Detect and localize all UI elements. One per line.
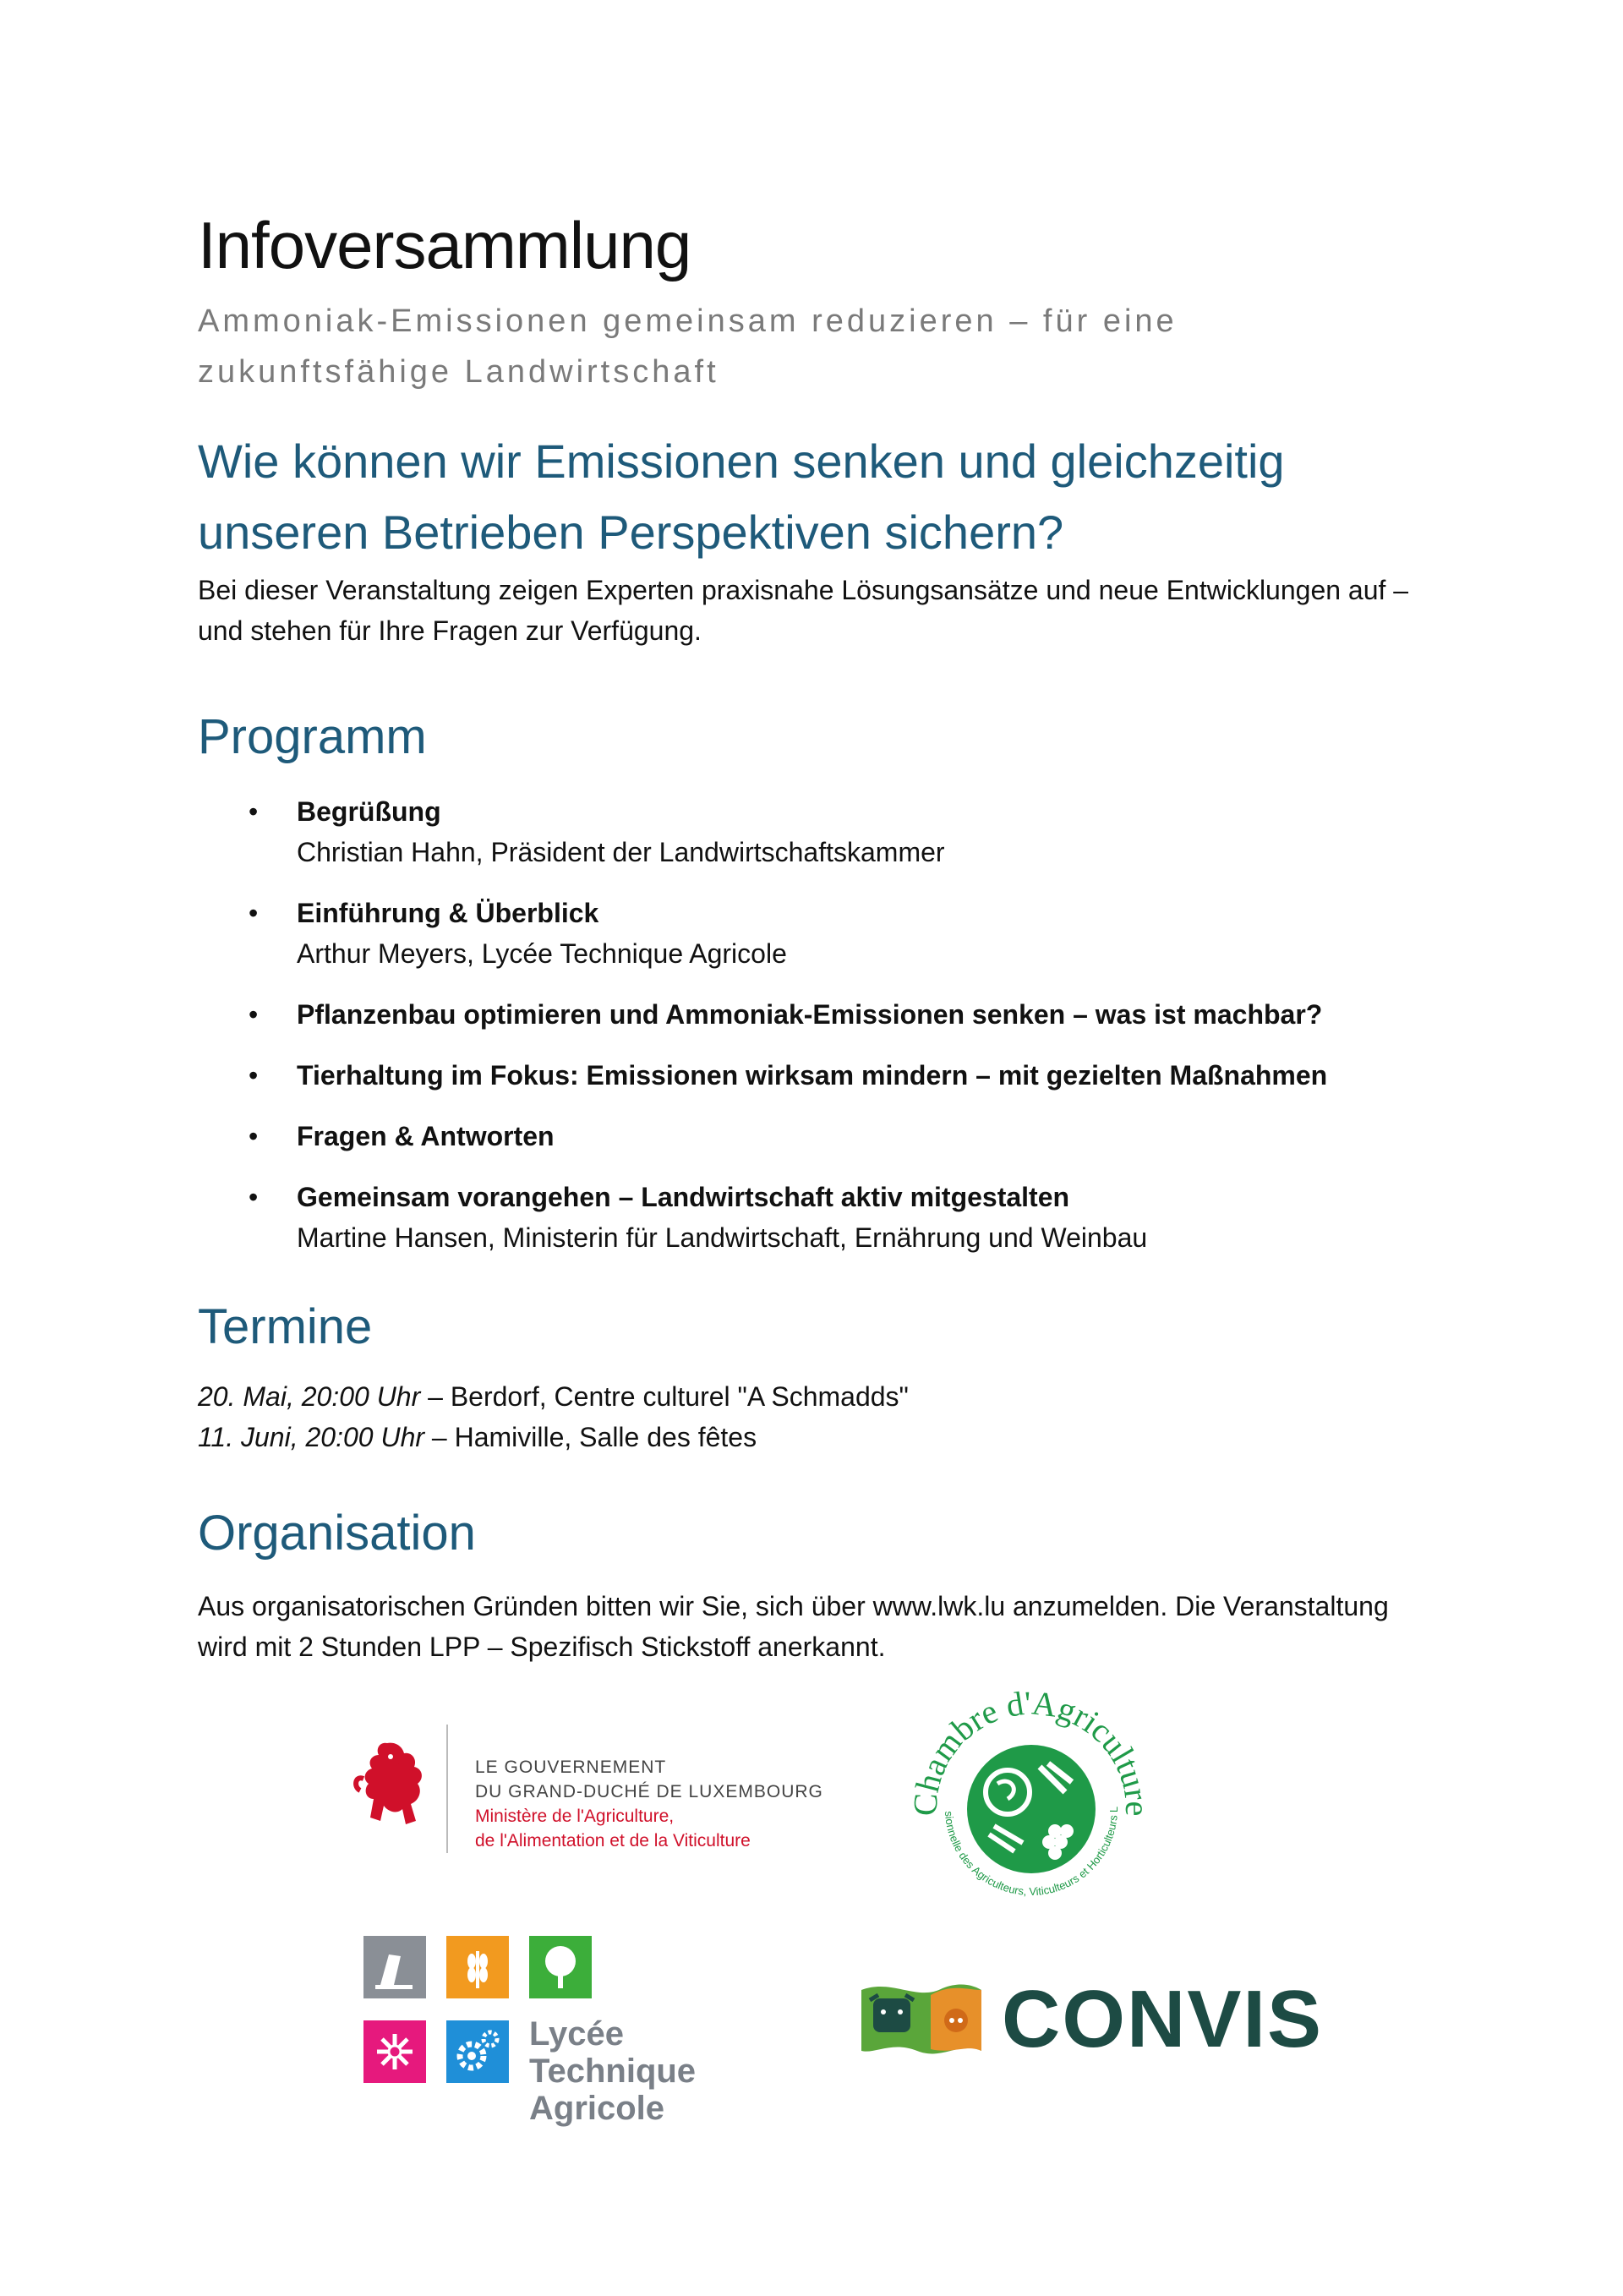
organisation-text: Aus organisatorischen Gründen bitten wir Sie, sich über www.lwk.lu anzumelden. Die Veranstaltung wird mit 2 Stunden LPP – Spezifisch Stickstoff anerkannt. bbox=[198, 1591, 1389, 1662]
termin-when: 11. Juni, 20:00 Uhr bbox=[198, 1422, 425, 1452]
programm-heading: Programm bbox=[198, 709, 427, 764]
programm-list bbox=[198, 791, 1432, 1258]
lta-tile-grey-icon bbox=[363, 1936, 426, 1998]
bullet-icon: • bbox=[249, 1182, 259, 1212]
organisation-heading: Organisation bbox=[198, 1506, 476, 1561]
termin-when: 20. Mai, 20:00 Uhr bbox=[198, 1381, 421, 1412]
lta-line: Lycée Technique bbox=[529, 2015, 697, 2090]
program-item-title: Tierhaltung im Fokus: Emissionen wirksam mindern – mit gezielten Maßnahmen bbox=[297, 1060, 1328, 1091]
convis-logo bbox=[858, 1970, 1324, 2071]
termine-heading: Termine bbox=[198, 1299, 373, 1354]
program-item bbox=[198, 1055, 1432, 1096]
lta-logo bbox=[363, 1936, 786, 2127]
termine-list bbox=[198, 1376, 1432, 1457]
lta-tile-pink-icon bbox=[363, 2020, 426, 2083]
bullet-icon: • bbox=[249, 796, 259, 827]
lta-tile-green-icon bbox=[529, 1936, 592, 1998]
chambre-arc-top: ambre d'Agricultu bbox=[914, 1683, 1150, 1792]
program-item-speaker: Arthur Meyers, Lycée Technique Agricole bbox=[297, 938, 787, 969]
bullet-icon: • bbox=[249, 1060, 259, 1091]
program-item-title: Begrüßung bbox=[297, 796, 441, 827]
program-item-title: Gemeinsam vorangehen – Landwirtschaft aktiv mitgestalten bbox=[297, 1182, 1070, 1212]
program-item-title: Fragen & Antworten bbox=[297, 1121, 555, 1151]
gov-divider bbox=[446, 1725, 448, 1853]
chambre-agriculture-logo bbox=[913, 1682, 1150, 1927]
termin-line bbox=[198, 1376, 1432, 1417]
convis-wordmark: CONVIS bbox=[1002, 1974, 1324, 2064]
lta-name bbox=[529, 2015, 786, 2127]
gov-ministry-line: de l'Alimentation et de la Viticulture bbox=[475, 1831, 751, 1850]
chambre-arc-bottom: sionnelle des Agriculteurs, Viticulteurs et Horticulteurs L bbox=[942, 1806, 1121, 1899]
government-logo bbox=[347, 1725, 871, 1860]
page-title: Infoversammlung bbox=[198, 208, 691, 282]
program-item bbox=[198, 1116, 1432, 1156]
page-subtitle: Ammoniak-Emissionen gemeinsam reduzieren – für eine zukunftsfähige Landwirtschaft bbox=[198, 303, 1178, 390]
gov-ministry-line: Ministère de l'Agriculture, bbox=[475, 1807, 675, 1826]
termin-where: – Berdorf, Centre culturel "A Schmadds" bbox=[420, 1381, 909, 1412]
content-column bbox=[198, 203, 1432, 1667]
lead-question: Wie können wir Emissionen senken und gleichzeitig unseren Betrieben Perspektiven sichern? bbox=[198, 435, 1285, 559]
intro-text: Bei dieser Veranstaltung zeigen Experten praxisnahe Lösungsansätze und neue Entwicklungen auf – und stehen für Ihre Fragen zur Verfügung. bbox=[198, 575, 1409, 646]
termin-where: – Hamiville, Salle des fêtes bbox=[424, 1422, 757, 1452]
program-item-speaker: Martine Hansen, Ministerin für Landwirtschaft, Ernährung und Weinbau bbox=[297, 1222, 1148, 1253]
lta-tile-orange-icon bbox=[446, 1936, 509, 1998]
bullet-icon: • bbox=[249, 999, 259, 1030]
program-item-title: Einführung & Überblick bbox=[297, 898, 599, 928]
lta-tile-blue-icon bbox=[446, 2020, 509, 2083]
bullet-icon: • bbox=[249, 898, 259, 928]
program-item bbox=[198, 791, 1432, 872]
program-item bbox=[198, 994, 1432, 1035]
program-item-title: Pflanzenbau optimieren und Ammoniak-Emissionen senken – was ist machbar? bbox=[297, 999, 1323, 1030]
program-item bbox=[198, 893, 1432, 974]
cow-flag-icon bbox=[858, 1973, 985, 2066]
bullet-icon: • bbox=[249, 1121, 259, 1151]
gov-line: LE GOUVERNEMENT bbox=[475, 1758, 667, 1777]
program-item bbox=[198, 1177, 1432, 1258]
lta-line: Agricole bbox=[529, 2090, 665, 2127]
termin-line bbox=[198, 1417, 1432, 1457]
gov-text bbox=[475, 1755, 823, 1853]
red-lion-icon bbox=[347, 1736, 431, 1838]
gov-line: DU GRAND-DUCHÉ DE LUXEMBOURG bbox=[475, 1782, 823, 1801]
chambre-emblem-icon bbox=[913, 1682, 1150, 1927]
program-item-speaker: Christian Hahn, Präsident der Landwirtschaftskammer bbox=[297, 837, 945, 867]
